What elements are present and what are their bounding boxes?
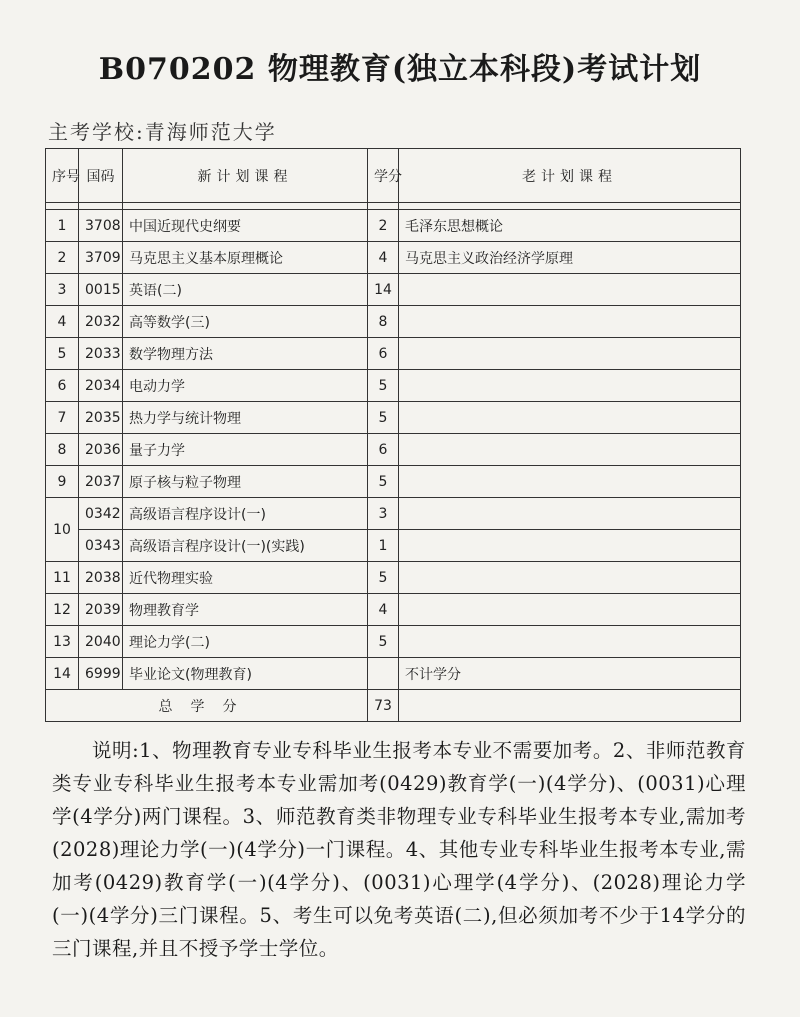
row-seq: 9 [46, 466, 79, 498]
row-credit: 6 [368, 338, 399, 370]
total-row [46, 690, 741, 722]
row-old-course [399, 338, 741, 370]
row-credit: 5 [368, 402, 399, 434]
row-credit: 14 [368, 274, 399, 306]
row-code: 2037 [79, 466, 123, 498]
row-course: 英语(二) [123, 274, 368, 306]
row-code: 0342 [79, 498, 123, 530]
row-code: 6999 [79, 658, 123, 690]
row-seq: 8 [46, 434, 79, 466]
table-row [46, 466, 741, 498]
table-row [46, 370, 741, 402]
row-credit: 8 [368, 306, 399, 338]
header-credit: 学分 [368, 149, 399, 203]
row-course: 近代物理实验 [123, 562, 368, 594]
table-row [46, 658, 741, 690]
row-course: 高级语言程序设计(一)(实践) [123, 530, 368, 562]
row-credit: 2 [368, 210, 399, 242]
table-row [46, 498, 741, 530]
row-course: 物理教育学 [123, 594, 368, 626]
row-code: 2032 [79, 306, 123, 338]
header-new-course: 新计划课程 [123, 149, 368, 203]
exam-plan-table [45, 148, 741, 722]
row-seq: 13 [46, 626, 79, 658]
row-code: 2033 [79, 338, 123, 370]
row-course: 高级语言程序设计(一) [123, 498, 368, 530]
row-old-course [399, 626, 741, 658]
table-row [46, 306, 741, 338]
row-seq: 5 [46, 338, 79, 370]
header-old-course: 老计划课程 [399, 149, 741, 203]
table-header-row [46, 149, 741, 203]
row-course: 中国近现代史纲要 [123, 210, 368, 242]
notes-paragraph: 说明:1、物理教育专业专科毕业生报考本专业不需要加考。2、非师范教育类专业专科毕业生报考本专业需加考(0429)教育学(一)(4学分)、(0031)心理学(4学分)两门课程。3、师范教育类非物理专业专科毕业生报考本专业,需加考(2028)理论力学(一)(4学分)一门课程。4、其他专业专科毕业生报考本专业,需加考(0429)教育学(一)(4学分)、(0031)心理学(4学分)、(2028)理论力学(一)(4学分)三门课程。5、考生可以免考英语(二),但必须加考不少于14学分的三门课程,并且不授予学士学位。 [52, 739, 746, 960]
row-code: 2039 [79, 594, 123, 626]
total-credits: 73 [368, 690, 399, 722]
total-empty-cell [399, 690, 741, 722]
row-old-course: 毛泽东思想概论 [399, 210, 741, 242]
row-code: 2038 [79, 562, 123, 594]
row-credit: 5 [368, 466, 399, 498]
row-seq: 12 [46, 594, 79, 626]
table-row [46, 274, 741, 306]
row-seq: 11 [46, 562, 79, 594]
row-old-course [399, 434, 741, 466]
row-course: 电动力学 [123, 370, 368, 402]
row-code: 0343 [79, 530, 123, 562]
row-credit: 5 [368, 562, 399, 594]
row-seq: 10 [46, 498, 79, 562]
row-course: 热力学与统计物理 [123, 402, 368, 434]
row-seq: 3 [46, 274, 79, 306]
row-course: 理论力学(二) [123, 626, 368, 658]
school-name: 主考学校:青海师范大学 [48, 120, 277, 144]
table-row [46, 242, 741, 274]
row-code: 2034 [79, 370, 123, 402]
table-row [46, 210, 741, 242]
row-course: 毕业论文(物理教育) [123, 658, 368, 690]
row-old-course [399, 594, 741, 626]
row-seq: 14 [46, 658, 79, 690]
row-seq: 4 [46, 306, 79, 338]
row-code: 2035 [79, 402, 123, 434]
row-credit [368, 658, 399, 690]
row-credit: 4 [368, 242, 399, 274]
row-course: 马克思主义基本原理概论 [123, 242, 368, 274]
row-seq: 1 [46, 210, 79, 242]
row-old-course [399, 274, 741, 306]
header-gap [46, 203, 741, 210]
row-old-course [399, 498, 741, 530]
table-row [46, 434, 741, 466]
row-old-course [399, 466, 741, 498]
row-course: 原子核与粒子物理 [123, 466, 368, 498]
row-credit: 3 [368, 498, 399, 530]
header-code: 国码 [79, 149, 123, 203]
row-seq: 2 [46, 242, 79, 274]
table-row [46, 562, 741, 594]
page-title: B070202 物理教育(独立本科段)考试计划 [98, 52, 702, 87]
row-old-course [399, 562, 741, 594]
row-old-course: 不计学分 [399, 658, 741, 690]
row-credit: 5 [368, 370, 399, 402]
row-old-course [399, 306, 741, 338]
table-row [46, 402, 741, 434]
row-course: 高等数学(三) [123, 306, 368, 338]
row-old-course [399, 530, 741, 562]
row-code: 3708 [79, 210, 123, 242]
row-code: 2040 [79, 626, 123, 658]
row-course: 量子力学 [123, 434, 368, 466]
row-code: 0015 [79, 274, 123, 306]
row-credit: 4 [368, 594, 399, 626]
row-code: 2036 [79, 434, 123, 466]
row-credit: 6 [368, 434, 399, 466]
header-seq: 序号 [46, 149, 79, 203]
row-course: 数学物理方法 [123, 338, 368, 370]
row-credit: 1 [368, 530, 399, 562]
table-row [46, 594, 741, 626]
row-old-course [399, 402, 741, 434]
table-row [46, 338, 741, 370]
table-row [46, 530, 741, 562]
row-seq: 6 [46, 370, 79, 402]
total-label: 总学分 [46, 690, 368, 722]
row-old-course [399, 370, 741, 402]
row-credit: 5 [368, 626, 399, 658]
table-row [46, 626, 741, 658]
row-code: 3709 [79, 242, 123, 274]
row-seq: 7 [46, 402, 79, 434]
row-old-course: 马克思主义政治经济学原理 [399, 242, 741, 274]
